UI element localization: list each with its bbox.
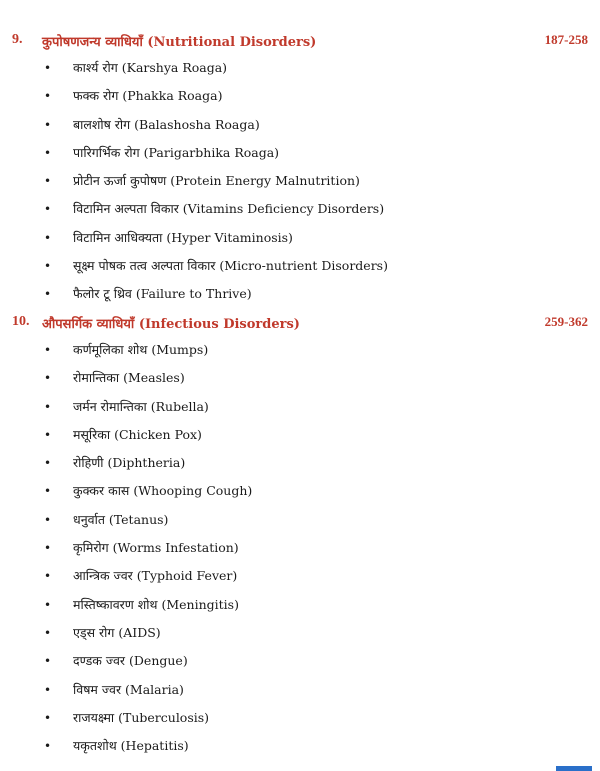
bullet-icon: • bbox=[44, 512, 52, 527]
list-item-text: मस्तिष्कावरण शोथ (Meningitis) bbox=[73, 596, 239, 612]
bullet-icon: • bbox=[44, 456, 52, 471]
bullet-icon: • bbox=[44, 399, 52, 414]
bullet-icon: • bbox=[44, 739, 52, 754]
bullet-icon: • bbox=[44, 174, 52, 189]
page-edge-mark bbox=[556, 766, 592, 771]
bullet-icon: • bbox=[44, 654, 52, 669]
list-item-text: विटामिन अल्पता विकार (Vitamins Deficiency Disorders) bbox=[73, 201, 385, 217]
list-item bbox=[0, 676, 600, 704]
list-item bbox=[0, 195, 600, 223]
list-item-text: रोहिणी (Diphtheria) bbox=[73, 455, 186, 471]
bullet-icon: • bbox=[44, 682, 52, 697]
section-number: 9. bbox=[12, 32, 23, 47]
list-item bbox=[0, 111, 600, 139]
bullet-icon: • bbox=[44, 202, 52, 217]
list-item-text: कर्णमूलिका शोथ (Mumps) bbox=[73, 342, 209, 357]
list-item-text: विटामिन आधिक्यता (Hyper Vitaminosis) bbox=[73, 229, 293, 245]
list-item-text: सूक्ष्म पोषक तत्व अल्पता विकार (Micro-nutrient Disorders) bbox=[73, 258, 388, 274]
list-item bbox=[0, 252, 600, 280]
list-item-text: विषम ज्वर (Malaria) bbox=[73, 681, 184, 697]
bullet-icon: • bbox=[44, 61, 52, 75]
list-item-text: यकृतशोथ (Hepatitis) bbox=[73, 738, 189, 754]
list-item-text: प्रोटीन ऊर्जा कुपोषण (Protein Energy Malnutrition) bbox=[73, 173, 360, 189]
bullet-icon: • bbox=[44, 145, 52, 160]
section-title: कुपोषणजन्य व्याधियाँ (Nutritional Disorders) bbox=[42, 35, 317, 50]
section-heading bbox=[0, 30, 600, 54]
list-item-text: दण्डक ज्वर (Dengue) bbox=[73, 653, 188, 669]
bullet-icon: • bbox=[44, 287, 52, 302]
list-item-text: कुक्कर कास (Whooping Cough) bbox=[73, 483, 253, 499]
toc-section-nutritional bbox=[0, 30, 600, 309]
list-item-text: राजयक्ष्मा (Tuberculosis) bbox=[73, 709, 210, 725]
bullet-icon: • bbox=[44, 484, 52, 499]
bullet-icon: • bbox=[44, 597, 52, 612]
list-item bbox=[0, 619, 600, 647]
list-item bbox=[0, 562, 600, 590]
list-item-text: पारिगर्भिक रोग (Parigarbhika Roaga) bbox=[73, 144, 280, 160]
list-item bbox=[0, 139, 600, 167]
list-item-text: आन्त्रिक ज्वर (Typhoid Fever) bbox=[73, 568, 238, 584]
list-item bbox=[0, 704, 600, 732]
list-item-text: कृमिरोग (Worms Infestation) bbox=[73, 540, 239, 556]
list-item bbox=[0, 506, 600, 534]
bullet-icon: • bbox=[44, 117, 52, 132]
list-item bbox=[0, 364, 600, 392]
list-item-text: बालशोष रोग (Balashosha Roaga) bbox=[73, 116, 260, 132]
bullet-icon: • bbox=[44, 541, 52, 556]
section-item-list bbox=[0, 54, 600, 309]
list-item bbox=[0, 421, 600, 449]
list-item-text: मसूरिका (Chicken Pox) bbox=[73, 426, 202, 442]
list-item-text: कार्श्य रोग (Karshya Roaga) bbox=[73, 60, 228, 75]
list-item bbox=[0, 477, 600, 505]
list-item bbox=[0, 732, 600, 760]
list-item bbox=[0, 224, 600, 252]
list-item bbox=[0, 393, 600, 421]
bullet-icon: • bbox=[44, 371, 52, 386]
list-item bbox=[0, 647, 600, 675]
list-item bbox=[0, 591, 600, 619]
section-item-list bbox=[0, 336, 600, 760]
section-number: 10. bbox=[12, 314, 30, 329]
list-item bbox=[0, 54, 600, 82]
section-heading bbox=[0, 312, 600, 336]
toc-section-infectious bbox=[0, 312, 600, 760]
bullet-icon: • bbox=[44, 427, 52, 442]
list-item-text: रोमान्तिका (Measles) bbox=[73, 370, 185, 386]
list-item bbox=[0, 82, 600, 110]
section-page-range: 259-362 bbox=[544, 314, 588, 329]
section-page-range: 187-258 bbox=[544, 32, 588, 47]
list-item-text: धनुर्वात (Tetanus) bbox=[73, 511, 169, 527]
bullet-icon: • bbox=[44, 343, 52, 357]
list-item bbox=[0, 449, 600, 477]
bullet-icon: • bbox=[44, 625, 52, 640]
section-title: औपसर्गिक व्याधियाँ (Infectious Disorders) bbox=[42, 317, 300, 332]
bullet-icon: • bbox=[44, 259, 52, 274]
list-item bbox=[0, 336, 600, 364]
list-item-text: एड्स रोग (AIDS) bbox=[73, 624, 161, 640]
list-item bbox=[0, 280, 600, 308]
list-item-text: फैलोर टू थ्रिव (Failure to Thrive) bbox=[73, 286, 252, 302]
bullet-icon: • bbox=[44, 710, 52, 725]
bullet-icon: • bbox=[44, 230, 52, 245]
bullet-icon: • bbox=[44, 89, 52, 104]
list-item bbox=[0, 534, 600, 562]
list-item bbox=[0, 167, 600, 195]
list-item-text: फक्क रोग (Phakka Roaga) bbox=[73, 88, 223, 104]
list-item-text: जर्मन रोमान्तिका (Rubella) bbox=[73, 398, 209, 414]
bullet-icon: • bbox=[44, 569, 52, 584]
